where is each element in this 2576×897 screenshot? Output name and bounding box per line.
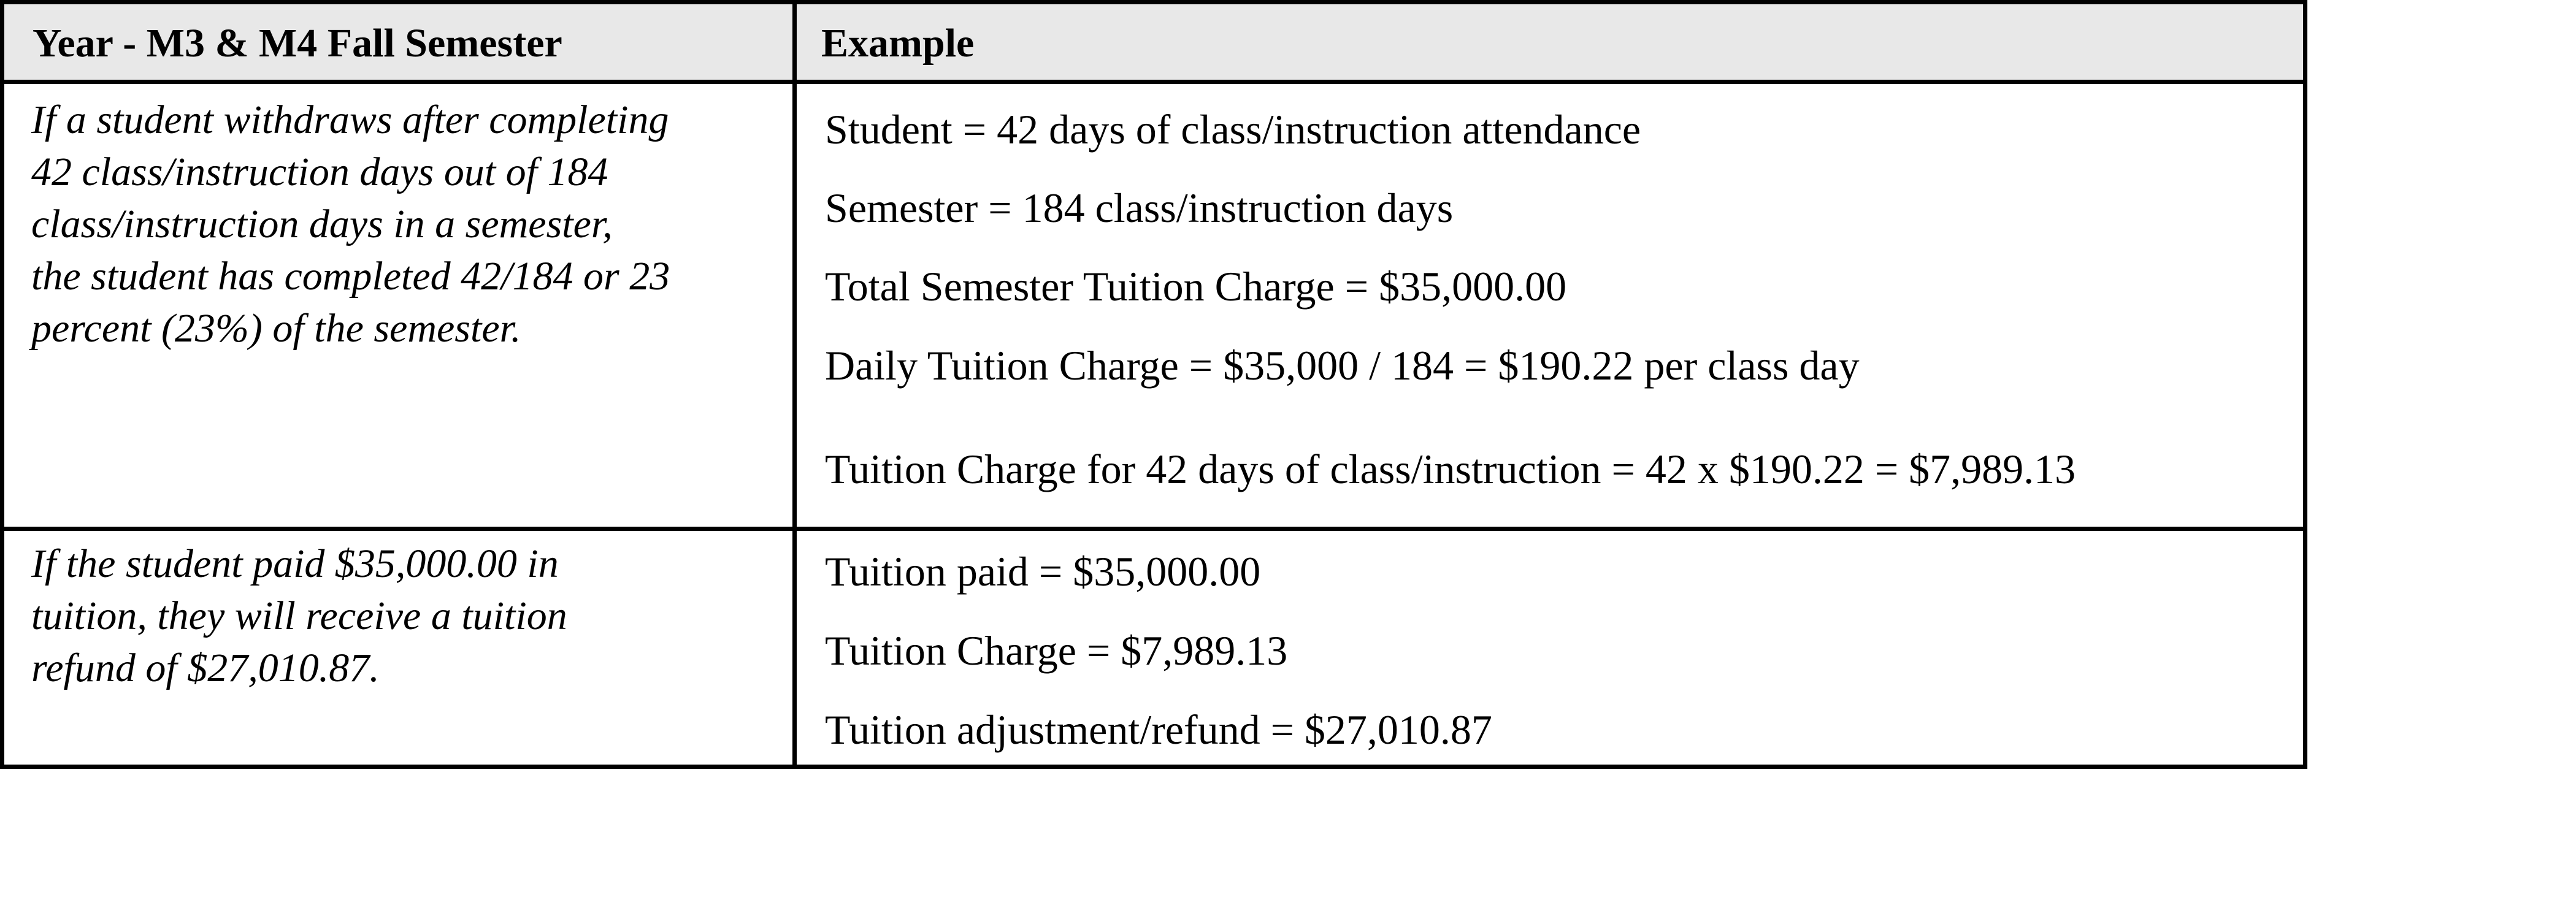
- row1-description-line: If a student withdraws after completing: [31, 97, 669, 142]
- row1-description-line: percent (23%) of the semester.: [31, 306, 521, 351]
- row2-description: [31, 538, 780, 694]
- table-header-row: [4, 4, 2303, 84]
- row1-example-semester: Semester = 184 class/instruction days: [825, 185, 1454, 231]
- row1-example-daily-charge: Daily Tuition Charge = $35,000 / 184 = $190.22 per class day: [825, 342, 1860, 389]
- row1-description: [31, 94, 780, 354]
- row1-example-total-charge: Total Semester Tuition Charge = $35,000.00: [825, 263, 1567, 310]
- row1-description-line: 42 class/instruction days out of 184: [31, 150, 608, 194]
- row2-description-line: refund of $27,010.87.: [31, 646, 380, 690]
- row2-example-tuition-paid: Tuition paid = $35,000.00: [825, 548, 1261, 595]
- header-example: Example: [821, 21, 975, 66]
- header-year-semester: Year - M3 & M4 Fall Semester: [33, 21, 562, 66]
- row1-description-line: the student has completed 42/184 or 23: [31, 254, 670, 299]
- row-divider: [4, 527, 2303, 531]
- row2-description-line: If the student paid $35,000.00 in: [31, 541, 559, 586]
- row1-example-charge-42-days: Tuition Charge for 42 days of class/instruction = 42 x $190.22 = $7,989.13: [825, 446, 2076, 492]
- row2-description-line: tuition, they will receive a tuition: [31, 594, 567, 638]
- row1-description-line: class/instruction days in a semester,: [31, 202, 613, 246]
- row2-example-refund: Tuition adjustment/refund = $27,010.87: [825, 706, 1492, 753]
- column-divider: [792, 4, 797, 765]
- row1-example-student: Student = 42 days of class/instruction attendance: [825, 106, 1641, 153]
- row2-example-tuition-charge: Tuition Charge = $7,989.13: [825, 627, 1288, 674]
